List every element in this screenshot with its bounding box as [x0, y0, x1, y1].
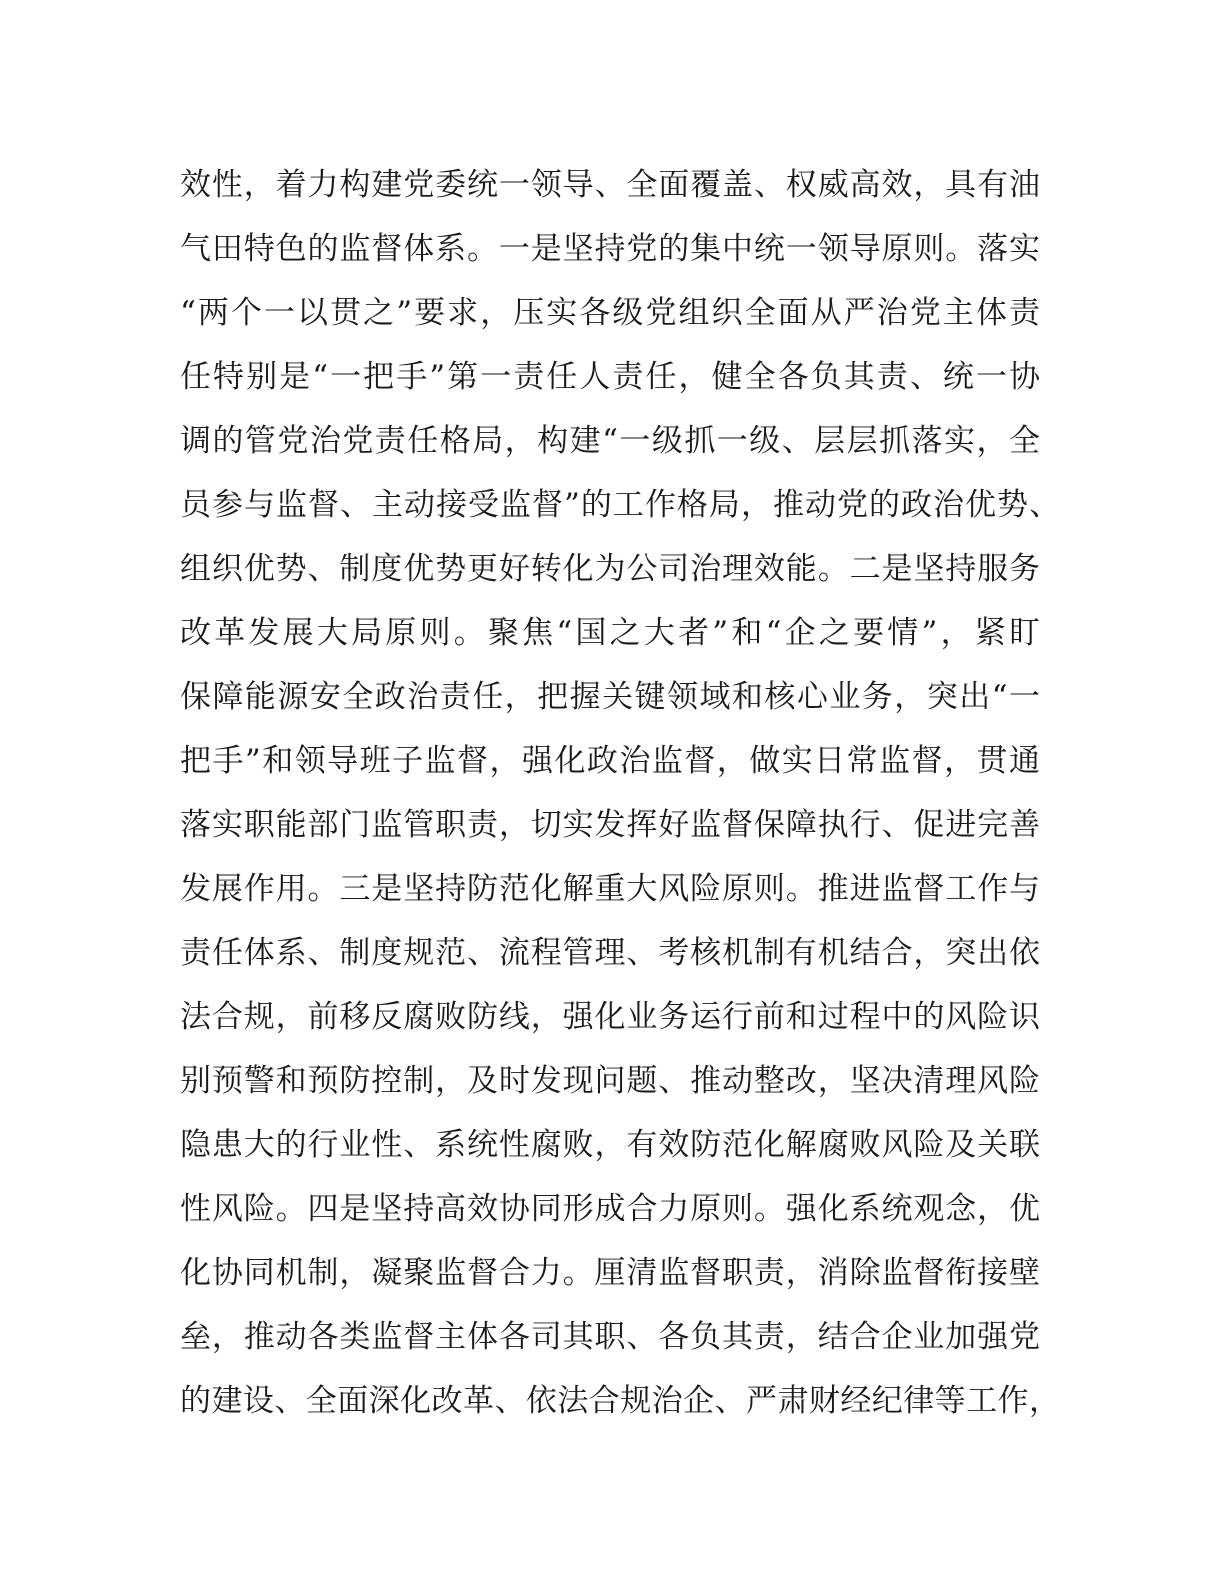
- text-line: 落实职能部门监管职责，切实发挥好监督保障执行、促进完善: [180, 807, 1040, 843]
- text-line: 保障能源安全政治责任，把握关键领域和核心业务，突出“一: [180, 679, 1040, 715]
- text-line: 气田特色的监督体系。一是坚持党的集中统一领导原则。落实: [180, 231, 1040, 267]
- text-line: 隐患大的行业性、系统性腐败，有效防范化解腐败风险及关联: [180, 1127, 1040, 1163]
- text-line: 把手”和领导班子监督，强化政治监督，做实日常监督，贯通: [180, 743, 1040, 779]
- text-line: 性风险。四是坚持高效协同形成合力原则。强化系统观念，优: [180, 1191, 1040, 1227]
- text-line: 员参与监督、主动接受监督”的工作格局，推动党的政治优势、: [180, 487, 1060, 523]
- text-line: 的建设、全面深化改革、依法合规治企、严肃财经纪律等工作，: [180, 1383, 1060, 1419]
- text-line: “两个一以贯之”要求，压实各级党组织全面从严治党主体责: [180, 295, 1040, 331]
- text-line: 法合规，前移反腐败防线，强化业务运行前和过程中的风险识: [180, 999, 1040, 1035]
- text-line: 效性，着力构建党委统一领导、全面覆盖、权威高效，具有油: [180, 167, 1040, 203]
- text-line: 责任体系、制度规范、流程管理、考核机制有机结合，突出依: [180, 935, 1040, 971]
- text-line: 别预警和预防控制，及时发现问题、推动整改，坚决清理风险: [180, 1063, 1040, 1099]
- text-line: 发展作用。三是坚持防范化解重大风险原则。推进监督工作与: [180, 871, 1040, 907]
- text-line: 组织优势、制度优势更好转化为公司治理效能。二是坚持服务: [180, 551, 1040, 587]
- text-line: 改革发展大局原则。聚焦“国之大者”和“企之要情”，紧盯: [180, 615, 1040, 651]
- body-paragraph: [180, 153, 1060, 1433]
- text-line: 垒，推动各类监督主体各司其职、各负其责，结合企业加强党: [180, 1319, 1040, 1355]
- text-line: 调的管党治党责任格局，构建“一级抓一级、层层抓落实，全: [180, 423, 1040, 459]
- text-line: 化协同机制，凝聚监督合力。厘清监督职责，消除监督衔接壁: [180, 1255, 1040, 1291]
- text-line: 任特别是“一把手”第一责任人责任，健全各负其责、统一协: [180, 359, 1040, 395]
